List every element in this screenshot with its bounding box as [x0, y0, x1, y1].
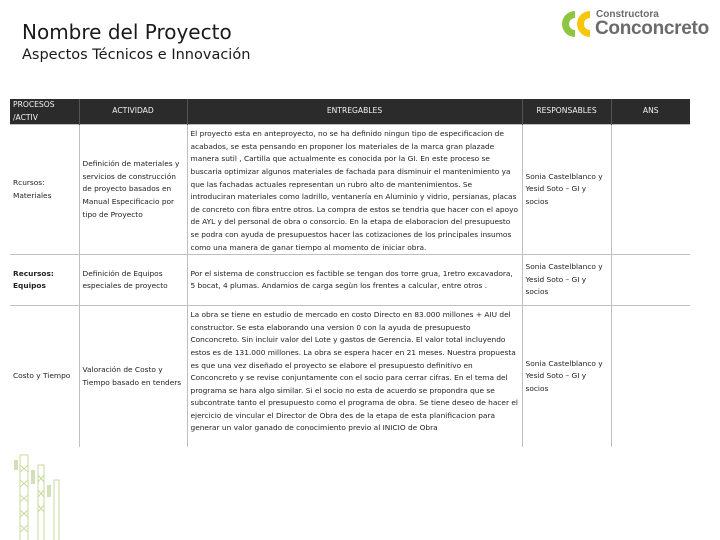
col-header-entregables: ENTREGABLES: [187, 99, 522, 125]
cell-ans: [611, 306, 690, 448]
project-table: [10, 99, 690, 447]
page-subtitle: Aspectos Técnicos e Innovación: [22, 47, 251, 63]
page-title: Nombre del Proyecto: [22, 20, 232, 44]
company-logo: [560, 6, 710, 42]
cell-entregables: El proyecto esta en anteproyecto, no se ha definido ningun tipo de especificacion de acabados, se esta pensando en proponer los materiales de la marca gran plazade manera sutil , Cartilla que actualmente es conocida por la GI. En este proceso se buscaria optimizar algunos materiales de fachada para disminuir el mantenimiento ya que las fachadas actuales representan un rubro alto de mantenimientos. Se introduciran materiales como ladrillo, ventanería en Aluminio y vidrio, persianas, placas de concreto con fibra entre otros. La compra de estos se tendria que hacer con el apoyo de AYL y del personal de obra o consorcio. En la etapa de elaboracion del presupuesto se podra con ayuda de presupuestos hacer las cotizaciones de los principales insumos como una manera de ganar tiempo al momento de iniciar obra.: [187, 125, 522, 255]
col-header-actividad: ACTIVIDAD: [79, 99, 187, 125]
cell-responsables: Sonia Castelblanco y Yesid Soto – GI y socios: [522, 255, 611, 306]
cell-ans: [611, 255, 690, 306]
cell-proceso: Costo y Tiempo: [10, 306, 79, 448]
cell-entregables: Por el sistema de construccion es factible se tengan dos torre grua, 1retro excavadora, 5 bocat, 4 plumas. Andamios de carga segùn los frentes a calcular, entre otros .: [187, 255, 522, 306]
col-header-procesos: PROCESOS /ACTIV: [10, 99, 79, 125]
cell-actividad: Definición de materiales y servicios de construcción de proyecto basados en Manual Especificacio por tipo de Proyecto: [79, 125, 187, 255]
table-header-row: [10, 99, 690, 125]
cell-actividad: Valoración de Costo y Tiempo basado en tenders: [79, 306, 187, 448]
logo-cc-icon: [560, 8, 596, 40]
cell-entregables: La obra se tiene en estudio de mercado en costo Directo en 83.000 millones + AIU del constructor. Se esta elaborando una version 0 con la ayuda de presupuesto Conconcreto. Sin incluir valor del Lote y gastos de Gerencia. El valor total incluyendo estos es de 131.000 millones. La obra se espera hacer en 21 meses. Nuestra propuesta es que una vez diseñado el proyecto se elabore el presupuesto definitivo en Conconcreto y se revise conjuntamente con el socio para cerrar cifras. En el tema del programa se hara algo similar. Si el socio no esta de acuerdo se propondra que se subcontrate tanto el presupuesto como el programa de obra. Se tiene deseo de hacer el ejercicio de vincular el Director de Obra des de la etapa de esta planificacion para generar un valor ganado de conocimiento previo al INICIO de Obra: [187, 306, 522, 448]
cell-ans: [611, 125, 690, 255]
logo-main-text: Conconcreto: [595, 18, 709, 39]
cell-proceso: Rcursos: Materiales: [10, 125, 79, 255]
table-row: [10, 306, 690, 448]
cell-responsables: Sonia Castelblanco y Yesid Soto – GI y socios: [522, 125, 611, 255]
col-header-ans: ANS: [611, 99, 690, 125]
logo-top-text: Constructora: [596, 9, 659, 20]
table-row: [10, 255, 690, 306]
table-row: [10, 125, 690, 255]
crane-decoration: [0, 450, 720, 540]
cell-proceso: Recursos: Equipos: [10, 255, 79, 306]
col-header-responsables: RESPONSABLES: [522, 99, 611, 125]
cell-actividad: Definición de Equipos especiales de proyecto: [79, 255, 187, 306]
cell-responsables: Sonia Castelblanco y Yesid Soto – GI y socios: [522, 306, 611, 448]
